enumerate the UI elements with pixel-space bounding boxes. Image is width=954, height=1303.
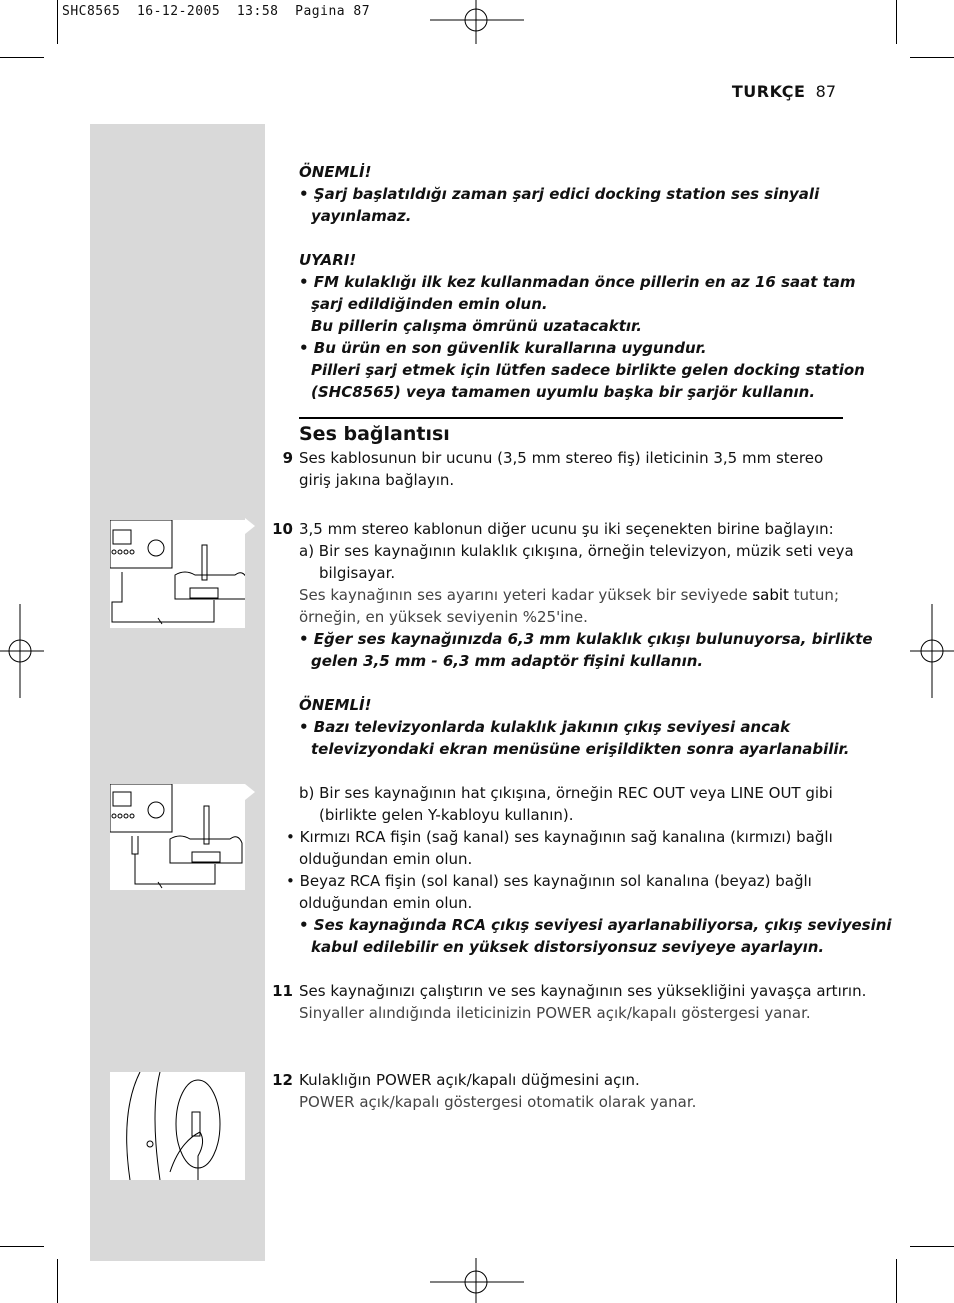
warning-line: Bu pillerin çalışma ömrünü uzatacaktır. [311,317,642,335]
bullet-text: olduğundan emin olun. [299,894,473,912]
tip-text: gelen 3,5 mm - 6,3 mm adaptör fişini kullanın. [311,652,704,670]
step-number: 11 [272,982,293,1000]
step-text: Ses kablosunun bir ucunu (3,5 mm stereo fiş) ileticinin 3,5 mm stereo [299,449,824,467]
step-result-text: Sinyaller alındığında ileticinizin POWER açık/kapalı göstergesi yanar. [299,1004,811,1022]
note-text-part: Ses kaynağının ses ayarını yeteri kadar yüksek bir seviyede [299,586,753,604]
step-text: giriş jakına bağlayın. [299,471,455,489]
option-a-text: a) Bir ses kaynağının kulaklık çıkışına, örneğin televizyon, müzik seti veya [299,542,854,560]
note-emphasis: sabit [752,586,789,604]
step-text: Kulaklığın POWER açık/kapalı düğmesini açın. [299,1071,640,1089]
language-label: TURKÇE [731,82,806,101]
page-header [732,82,836,101]
important-line: televizyondaki ekran menüsüne erişildikten sonra ayarlanabilir. [311,740,850,758]
bullet-text: olduğundan emin olun. [299,850,473,868]
step-number: 10 [272,520,293,538]
important-line: • Bazı televizyonlarda kulaklık jakının çıkış seviyesi ancak [299,718,791,736]
bullet-text: • Beyaz RCA fişin (sol kanal) ses kaynağının sol kanalına (beyaz) bağlı [286,872,812,890]
option-a-text: bilgisayar. [319,564,396,582]
step-text: 3,5 mm stereo kablonun diğer ucunu şu iki seçenekten birine bağlayın: [299,520,834,538]
note-text-part: tutun; [788,586,839,604]
important-title: ÖNEMLİ! [299,163,372,181]
tip-text: • Ses kaynağında RCA çıkış seviyesi ayarlanabiliyorsa, çıkış seviyesini [299,916,892,934]
option-b-text: (birlikte gelen Y-kabloyu kullanın). [319,806,574,824]
warning-line: Pilleri şarj etmek için lütfen sadece birlikte gelen docking station [311,361,865,379]
section-title: Ses bağlantısı [299,423,450,445]
illustration-headphone-jack-connection [110,520,245,628]
illustration-pointer [245,518,255,534]
illustration-pointer [245,784,255,800]
bullet-text: • Kırmızı RCA fişin (sağ kanal) ses kaynağının sağ kanalına (kırmızı) bağlı [286,828,833,846]
print-slug: SHC8565 16-12-2005 13:58 Pagina 87 [62,4,371,19]
note-text [299,584,839,606]
note-text: örneğin, en yüksek seviyenin %25'ine. [299,608,588,626]
tip-text: kabul edilebilir en yüksek distorsiyonsuz seviyeye ayarlayın. [311,938,825,956]
warning-line: (SHC8565) veya tamamen uyumlu başka bir şarjör kullanın. [311,383,816,401]
important-line: yayınlamaz. [311,207,412,225]
tip-text: • Eğer ses kaynağınızda 6,3 mm kulaklık çıkışı bulunuyorsa, birlikte [299,630,873,648]
page-number: 87 [815,82,836,101]
step-result-text: POWER açık/kapalı göstergesi otomatik olarak yanar. [299,1093,697,1111]
step-number: 12 [272,1071,293,1089]
option-b-text: b) Bir ses kaynağının hat çıkışına, örneğin REC OUT veya LINE OUT gibi [299,784,833,802]
step-text: Ses kaynağınızı çalıştırın ve ses kaynağının ses yüksekliğini yavaşça artırın. [299,982,867,1000]
section-divider [299,417,843,419]
warning-line: şarj edildiğinden emin olun. [311,295,548,313]
warning-line: • FM kulaklığı ilk kez kullanmadan önce pillerin en az 16 saat tam [299,273,856,291]
illustration-line-out-connection [110,784,245,890]
step-number: 9 [282,449,293,467]
important-line: • Şarj başlatıldığı zaman şarj edici docking station ses sinyali [299,185,820,203]
warning-title: UYARI! [299,251,357,269]
important-title: ÖNEMLİ! [299,696,372,714]
illustration-headphone-power-switch [110,1072,245,1180]
warning-line: • Bu ürün en son güvenlik kurallarına uygundur. [299,339,707,357]
